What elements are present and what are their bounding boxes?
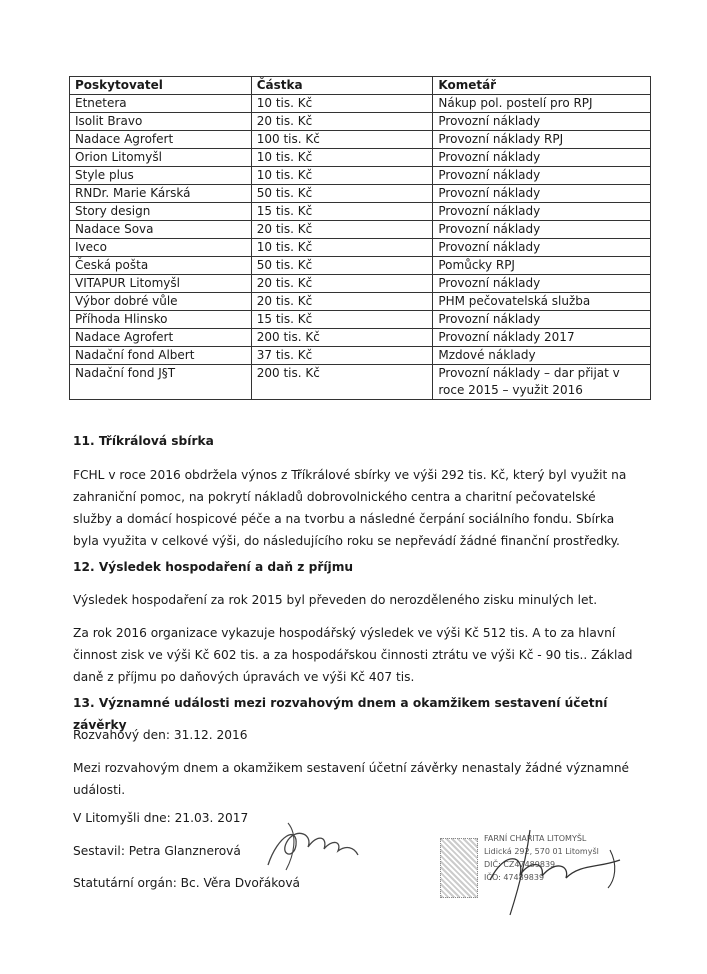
stamp-line-2: Lidická 292, 570 01 Litomyšl [484, 847, 599, 856]
comment-cell: Provozní náklady [433, 167, 651, 185]
amount-cell: 20 tis. Kč [251, 275, 433, 293]
amount-cell: 20 tis. Kč [251, 113, 433, 131]
header-amount: Částka [251, 77, 433, 95]
compiled-by: Sestavil: Petra Glanznerová [73, 844, 241, 858]
donors-table [69, 76, 651, 400]
comment-cell: Nákup pol. postelí pro RPJ [433, 95, 651, 113]
comment-cell: Provozní náklady [433, 185, 651, 203]
header-provider: Poskytovatel [70, 77, 252, 95]
amount-cell: 10 tis. Kč [251, 95, 433, 113]
amount-cell: 200 tis. Kč [251, 365, 433, 400]
section-13-para-1: Rozvahový den: 31.12. 2016 [73, 728, 248, 742]
provider-cell: Česká pošta [70, 257, 252, 275]
amount-cell: 10 tis. Kč [251, 149, 433, 167]
provider-cell: Nadační fond Albert [70, 347, 252, 365]
table-row [70, 293, 651, 311]
stamp-line-4: IČO: 47489839 [484, 873, 545, 882]
provider-cell: Příhoda Hlinsko [70, 311, 252, 329]
comment-cell: Provozní náklady RPJ [433, 131, 651, 149]
provider-cell: Story design [70, 203, 252, 221]
section-12-para-2: Za rok 2016 organizace vykazuje hospodářský výsledek ve výši Kč 512 tis. A to za hlavní činnost zisk ve výši Kč 602 tis. a za hospodářskou činnosti ztrátu ve výši Kč - 90 tis.. Základ daně z příjmu po daňových úpravách ve výši Kč 407 tis. [73, 626, 633, 684]
amount-cell: 37 tis. Kč [251, 347, 433, 365]
comment-cell: Mzdové náklady [433, 347, 651, 365]
section-13-heading: 13. Významné události mezi rozvahovým dnem a okamžikem sestavení účetní závěrky [73, 696, 608, 732]
section-12-para-1: Výsledek hospodaření za rok 2015 byl převeden do nerozděleného zisku minulých let. [73, 593, 598, 607]
table-row [70, 131, 651, 149]
provider-cell: Výbor dobré vůle [70, 293, 252, 311]
comment-cell: Provozní náklady 2017 [433, 329, 651, 347]
comment-cell: Provozní náklady [433, 311, 651, 329]
table-row [70, 95, 651, 113]
comment-cell: PHM pečovatelská služba [433, 293, 651, 311]
amount-cell: 50 tis. Kč [251, 185, 433, 203]
table-row [70, 221, 651, 239]
comment-cell: Provozní náklady – dar přijat v roce 2015 – využit 2016 [433, 365, 651, 400]
provider-cell: Nadace Agrofert [70, 131, 252, 149]
provider-cell: RNDr. Marie Kárská [70, 185, 252, 203]
amount-cell: 15 tis. Kč [251, 311, 433, 329]
table-row [70, 185, 651, 203]
provider-cell: Nadace Agrofert [70, 329, 252, 347]
comment-cell: Pomůcky RPJ [433, 257, 651, 275]
amount-cell: 20 tis. Kč [251, 293, 433, 311]
section-12-heading: 12. Výsledek hospodaření a daň z příjmu [73, 560, 354, 574]
signature-vera-dvorakova [470, 820, 630, 920]
provider-cell: Isolit Bravo [70, 113, 252, 131]
amount-cell: 10 tis. Kč [251, 239, 433, 257]
amount-cell: 10 tis. Kč [251, 167, 433, 185]
table-row [70, 239, 651, 257]
table-header-row [70, 77, 651, 95]
place-date: V Litomyšli dne: 21.03. 2017 [73, 811, 249, 825]
table-row [70, 167, 651, 185]
table-row [70, 329, 651, 347]
stamp-line-3: DIČ: CZ47489839 [484, 860, 556, 869]
amount-cell: 200 tis. Kč [251, 329, 433, 347]
table-row [70, 347, 651, 365]
provider-cell: Orion Litomyšl [70, 149, 252, 167]
comment-cell: Provozní náklady [433, 275, 651, 293]
statutory-body: Statutární orgán: Bc. Věra Dvořáková [73, 876, 301, 890]
table-row [70, 203, 651, 221]
amount-cell: 20 tis. Kč [251, 221, 433, 239]
provider-cell: Style plus [70, 167, 252, 185]
section-13-para-2: Mezi rozvahovým dnem a okamžikem sestavení účetní závěrky nenastaly žádné významné události. [73, 761, 630, 797]
provider-cell: Etnetera [70, 95, 252, 113]
header-comment: Kometář [433, 77, 651, 95]
amount-cell: 100 tis. Kč [251, 131, 433, 149]
provider-cell: VITAPUR Litomyšl [70, 275, 252, 293]
comment-cell: Provozní náklady [433, 221, 651, 239]
provider-cell: Iveco [70, 239, 252, 257]
section-11-heading: 11. Tříkrálová sbírka [73, 434, 214, 448]
comment-cell: Provozní náklady [433, 113, 651, 131]
table-row [70, 365, 651, 400]
provider-cell: Nadační fond J§T [70, 365, 252, 400]
table-row [70, 113, 651, 131]
provider-cell: Nadace Sova [70, 221, 252, 239]
table-row [70, 149, 651, 167]
table-row [70, 257, 651, 275]
table-row [70, 311, 651, 329]
section-11-text: FCHL v roce 2016 obdržela výnos z Tříkrálové sbírky ve výši 292 tis. Kč, který byl využit na zahraniční pomoc, na pokrytí nákladů dobrovolnického centra a charitní pečovatelské služby a domácí hospicové péče a na tvorbu a následné čerpání sociálního fondu. Sbírka byla využita v celkové výši, do následujícího roku se nepřevádí žádné finanční prostředky. [73, 468, 627, 548]
comment-cell: Provozní náklady [433, 203, 651, 221]
stamp-line-1: FARNÍ CHARITA LITOMYŠL [484, 834, 587, 843]
comment-cell: Provozní náklady [433, 149, 651, 167]
signature-petra-glanznerova [258, 815, 368, 875]
comment-cell: Provozní náklady [433, 239, 651, 257]
amount-cell: 15 tis. Kč [251, 203, 433, 221]
table-row [70, 275, 651, 293]
amount-cell: 50 tis. Kč [251, 257, 433, 275]
